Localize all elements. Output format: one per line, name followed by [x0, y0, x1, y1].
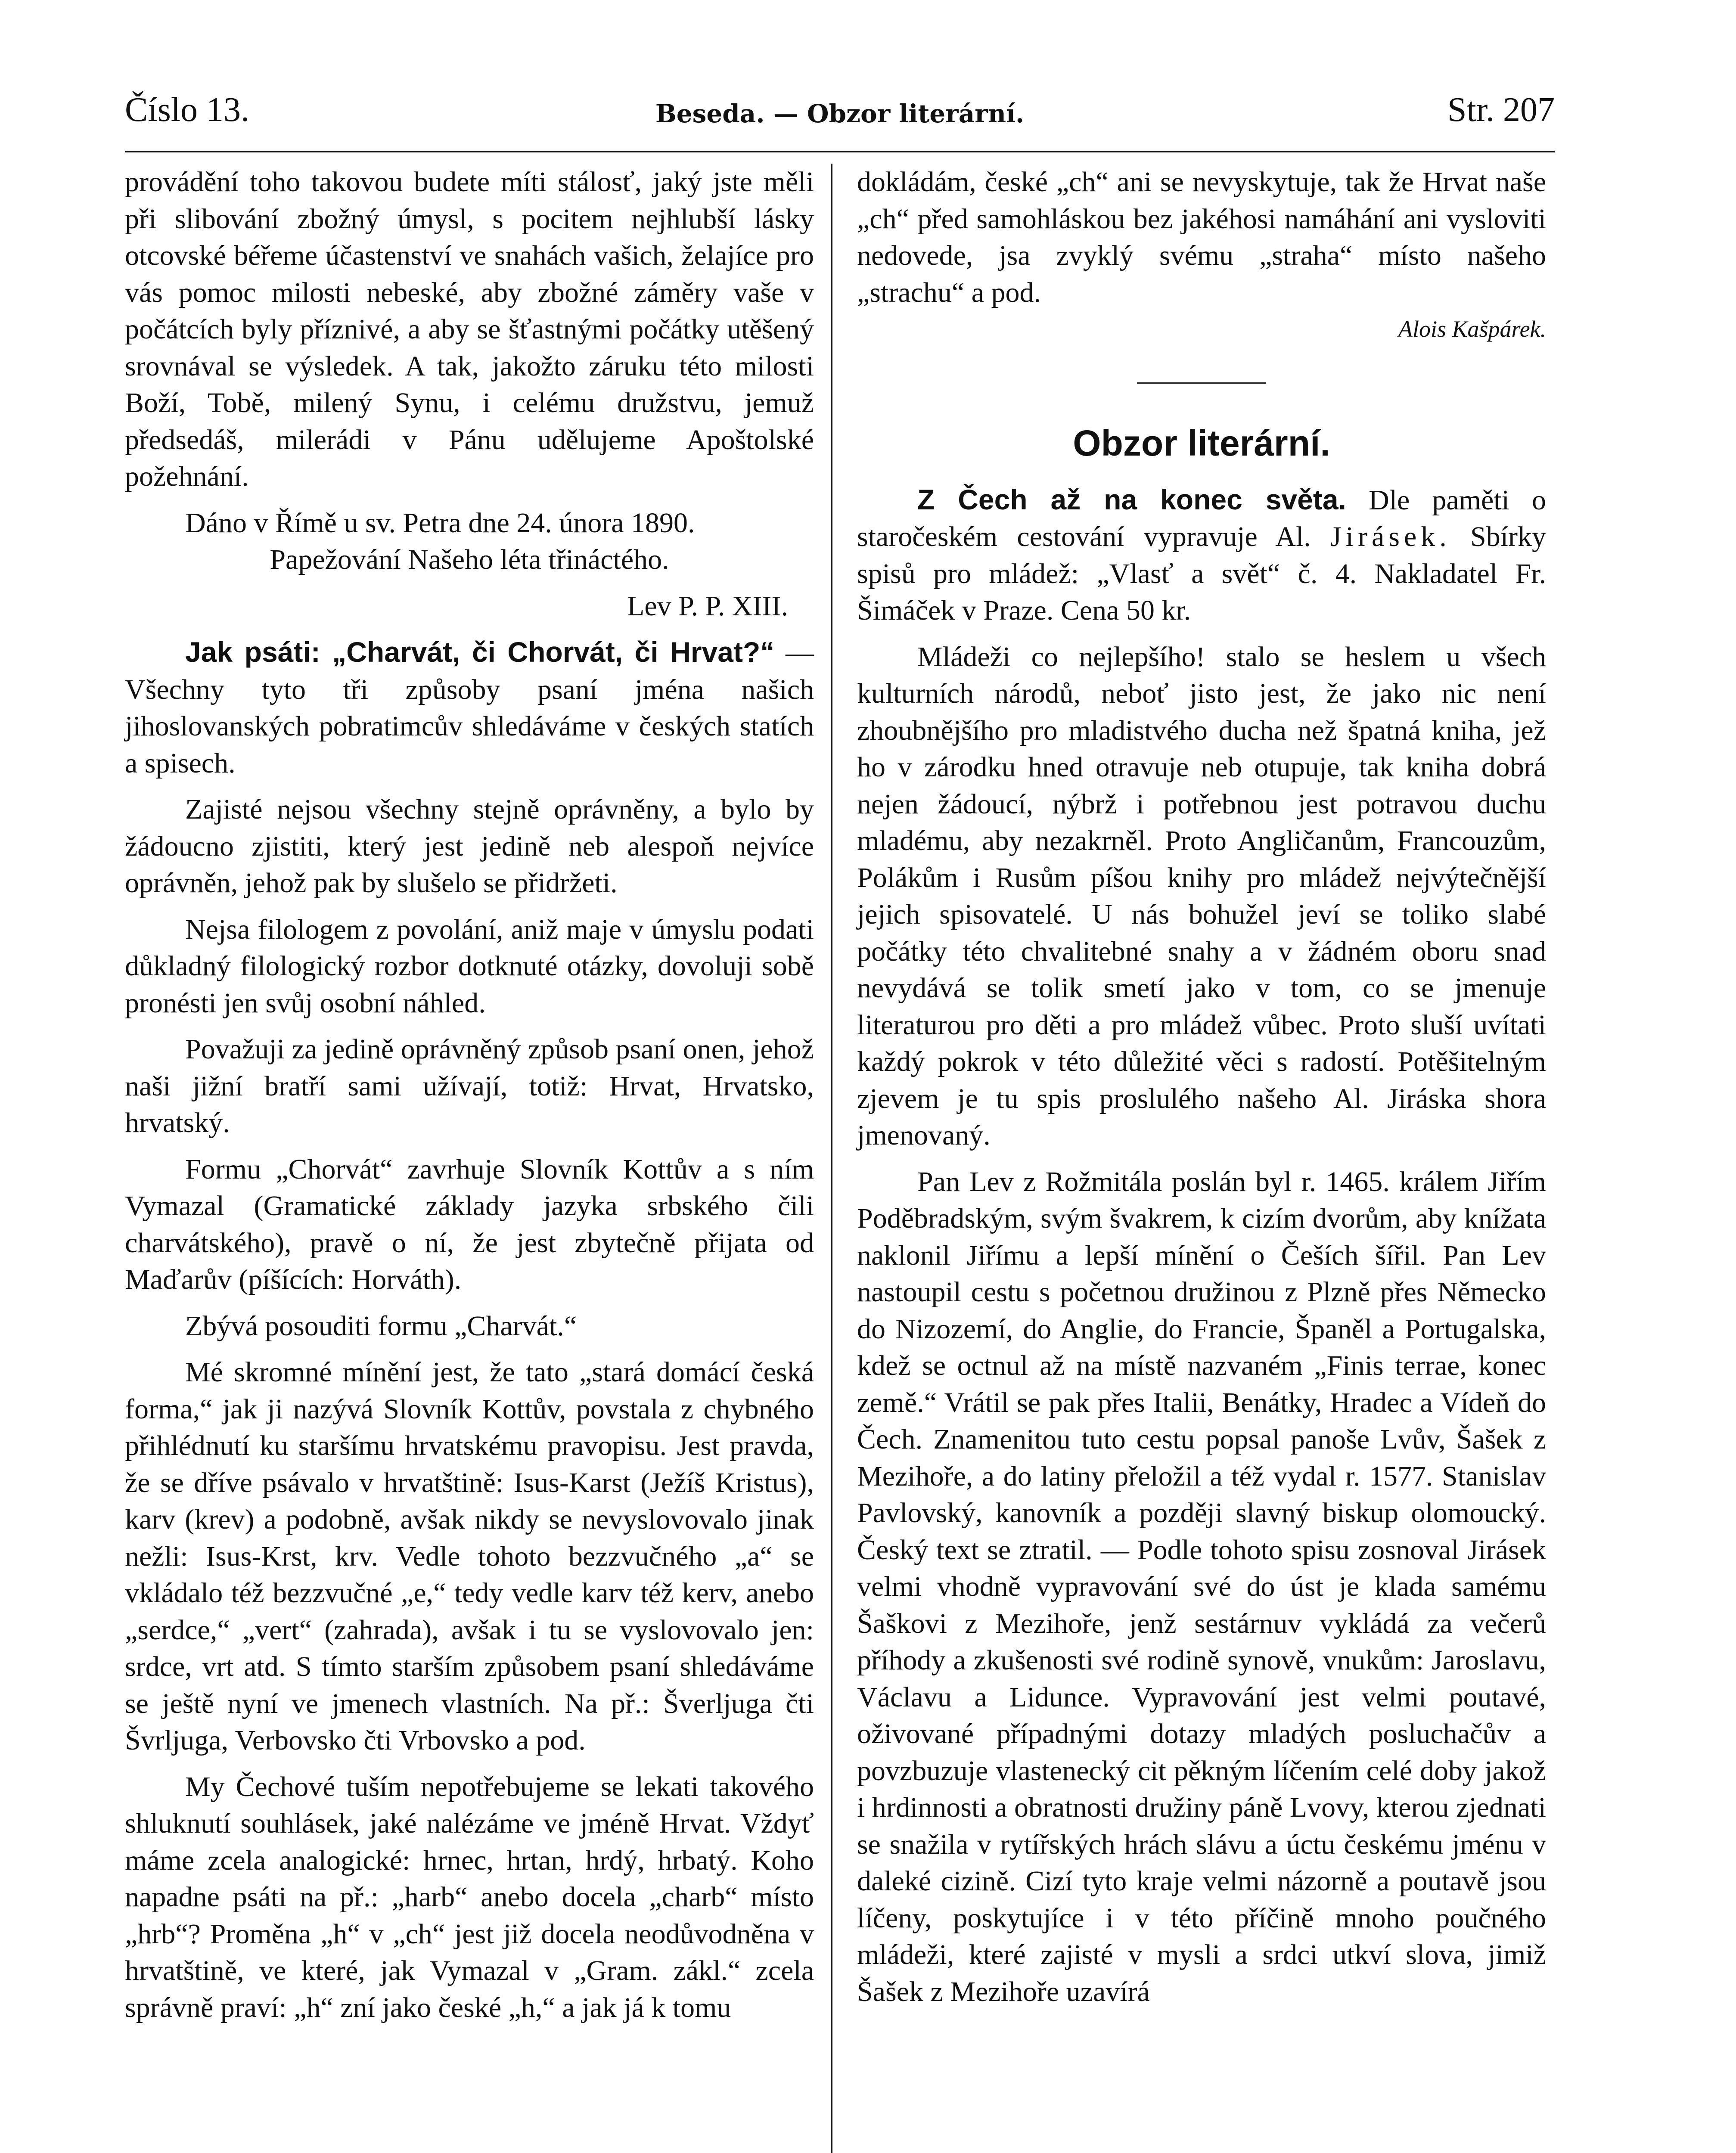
article-intro-text: — Všechny tyto tři způsoby psaní jména našich jihoslovanských pobratimcův shledáváme v českých statích a spisech.	[125, 637, 814, 779]
book-author: Jirásek.	[1330, 521, 1451, 552]
paragraph: Formu „Chorvát“ zavrhuje Slovník Kottův a s ním Vymazal (Gramatické základy jazyka srbského čili charvátského), pravě o ní, že jest zbytečně přijata od Maďarův (píšících: Horváth).	[125, 1153, 814, 1295]
paragraph: Zajisté nejsou všechny stejně oprávněny, a bylo by žádoucno zjistiti, který jest jedině neb alespoň nejvíce oprávněn, jehož pak by slušelo se přidržeti.	[125, 794, 814, 899]
papal-letter-ending: provádění toho takovou budete míti stálosť, jaký jste měli při slibování zbožný úmysl, s pocitem nejhlubší lásky otcovské béřeme účastenství ve snahách vašich, želajíce pro vás pomoc milosti nebeské, aby zbožné záměry vaše v počátcích byly příznivé, a aby se šťastnými počátky utěšený srovnával se výsledek. A tak, jakožto záruku této milosti Boží, Tobě, milený Synu, i celému družstvu, jemuž předsedáš, milerádi v Pánu udělujeme Apoštolské požehnání.	[125, 166, 814, 492]
paragraph: Pan Lev z Rožmitála poslán byl r. 1465. králem Jiřím Poděbradským, svým švakrem, k cizím dvorům, aby knížata naklonil Jiřímu a lepší mínění o Češích šířil. Pan Lev nastoupil cestu s početnou družinou z Plzně přes Německo do Nizozemí, do Anglie, do Francie, Španěl a Portugalska, kdež se octnul až na místě nazvaném „Finis terrae, konec země.“ Vrátil se pak přes Italii, Benátky, Hradec a Vídeň do Čech. Znamenitou tuto cestu popsal panoše Lvův, Šašek z Mezihoře, a do latiny přeložil a též vydal r. 1577. Stanislav Pavlovský, kanovník a později slavný biskup olomoucký. Český text se ztratil. — Podle tohoto spisu zosnoval Jirásek velmi vhodně vypravování své do úst je klada samému Šaškovi z Mezihoře, jenž sestárnuv vykládá za večerů příhody a zkušenosti své rodině synově, vnukům: Jaroslavu, Václavu a Lidunce. Vypravování jest velmi poutavé, oživované případnými dotazy mladých posluchačův a povzbuzuje vlastenecký cit pěkným líčením celé doby jakož i hrdinnosti a obratnosti družiny páně Lvovy, kterou zjednati se snažila v rytířských hrách slávu a úctu českému jménu v daleké cizině. Cizí tyto kraje velmi názorně a poutavě jsou líčeny, poskytujíce i v této příčině mnoho poučného mládeži, které zajisté v mysli a srdci utkví slova, jimiž Šašek z Mezihoře uzavírá	[857, 1166, 1546, 2007]
right-column	[857, 164, 1546, 2020]
paragraph: Nejsa filologem z povolání, aniž maje v úmyslu podati důkladný filologický rozbor dotknuté otázky, dovoluji sobě pronésti jen svůj osobní náhled.	[125, 913, 814, 1019]
section-divider	[1137, 382, 1266, 384]
paragraph: Mé skromné mínění jest, že tato „stará domácí česká forma,“ jak ji nazývá Slovník Kottův, povstala z chybného přihlédnutí ku staršímu hrvatskému pravopisu. Jest pravda, že se dříve psávalo v hrvatštině: Isus-Karst (Ježíš Kristus), karv (krev) a podobně, avšak nikdy se nevyslovovalo jinak nežli: Isus-Krst, krv. Vedle tohoto bezzvučného „a“ se vkládalo též bezzvučné „e,“ tedy vedle karv též kerv, anebo „serdce,“ „vert“ (zahrada), avšak i tu se vyslovovalo jen: srdce, vrt atd. S tímto starším způsobem psaní shledáváme se ještě nyní ve jmenech vlastních. Na př.: Šverljuga čti Švrljuga, Verbovsko čti Vrbovsko a pod.	[125, 1356, 814, 1756]
book-desc: Dle paměti o staročeském cestování vypravuje Al.	[857, 484, 1546, 552]
paragraph: Považuji za jedině oprávněný způsob psaní onen, jehož naši jižní bratří sami užívají, totiž: Hrvat, Hrvatsko, hrvatský.	[125, 1033, 814, 1139]
book-title: Z Čech až na konec světa.	[917, 483, 1346, 515]
pontificate-line: Papežování Našeho léta třináctého.	[270, 544, 669, 575]
running-title: Beseda. — Obzor literární.	[655, 99, 1025, 128]
author-signature: Alois Kašpárek.	[1398, 316, 1546, 342]
paragraph: Mládeži co nejlepšího! stalo se heslem u všech kulturních národů, neboť jisto jest, že jako nic není zhoubnějšího pro mladistvého ducha než špatná kniha, jež ho v zárodku hned otravuje neb otupuje, tak kniha dobrá nejen žádoucí, nýbrž i potřebnou jest potravou duchu mladému, aby nezakrněl. Proto Angličanům, Francouzům, Polákům i Rusům píšou knihy pro mládež nejvýtečnější jejich spisovatelé. U nás bohužel jeví se toliko slabé počátky této chvalitebné snahy a v žádném oboru snad nevydává se tolik smetí jako v tom, co se jmenuje literaturou pro děti a pro mládež vůbec. Proto sluší uvítati každý pokrok v této důležité věci s radostí. Potěšitelným zjevem je tu spis proslulého našeho Al. Jiráska shora jmenovaný.	[857, 641, 1546, 1151]
article-continuation: dokládám, české „ch“ ani se nevyskytuje, tak že Hrvat naše „ch“ před samohláskou bez jakéhosi namáhání ani vysloviti nedovede, jsa zvyklý svému „straha“ místo našeho „strachu“ a pod.	[857, 166, 1546, 308]
left-column	[125, 164, 814, 2035]
paragraph: My Čechové tuším nepotřebujeme se lekati takového shluknutí souhlásek, jaké nalézáme ve jméně Hrvat. Vždyť máme zcela analogické: hrnec, hrtan, hrdý, hrbatý. Koho napadne psáti na př.: „harb“ anebo docela „charb“ místo „hrb“? Proměna „h“ v „ch“ jest již docela neodůvodněna v hrvatštině, ve které, jak Vymazal v „Gram. zákl.“ zcela správně praví: „h“ zní jako české „h,“ a jak já k tomu	[125, 1771, 814, 2023]
book-review-intro	[857, 481, 1546, 629]
article-title: Jak psáti: „Charvát, či Chorvát, či Hrvat?“	[185, 636, 775, 668]
issue-number: Číslo 13.	[125, 91, 249, 129]
page-header	[125, 73, 1555, 152]
page-number: Str. 207	[1447, 91, 1555, 129]
article-intro-paragraph	[125, 634, 814, 782]
pope-signature: Lev P. P. XIII.	[627, 590, 788, 622]
dated-line: Dáno v Římě u sv. Petra dne 24. února 1890.	[185, 507, 695, 539]
paragraph: Zbývá posouditi formu „Charvát.“	[185, 1310, 577, 1342]
section-title: Obzor literární.	[1073, 422, 1330, 463]
column-divider	[831, 164, 832, 2153]
book-desc-details: Sbírky spisů pro mládež: „Vlasť a svět“ č. 4. Nakladatel Fr. Šimáček v Praze. Cena 50 kr.	[857, 521, 1547, 626]
